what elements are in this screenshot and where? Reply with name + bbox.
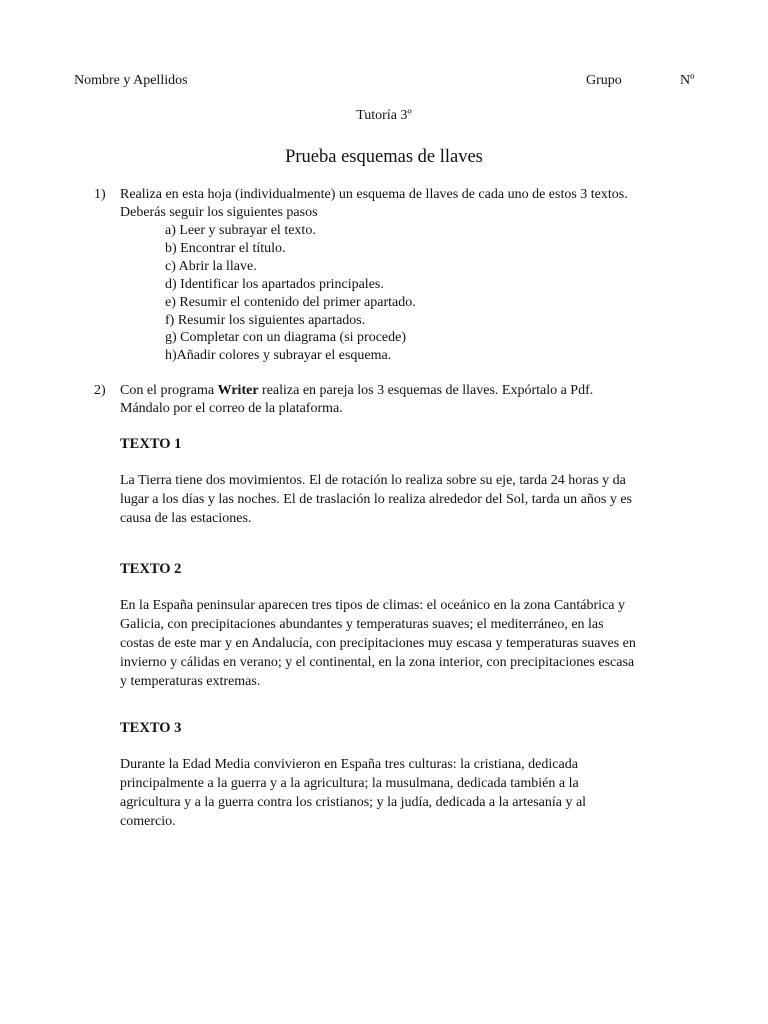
texto-2-paragraph [120,596,700,691]
item-text [120,186,694,222]
texto-2-heading: TEXTO 2 [120,561,182,577]
paragraph-line: causa de las estaciones. [120,511,252,526]
header-row [74,73,696,91]
step-item: b) Encontrar el título. [165,240,286,256]
texto-3-heading: TEXTO 3 [120,720,182,736]
step-item: c) Abrir la llave. [165,258,257,274]
step-item: f) Resumir los siguientes apartados. [165,312,366,328]
texto-3-paragraph [120,755,700,831]
steps-list [165,222,416,365]
step-item: h)Añadir colores y subrayar el esquema. [165,348,392,364]
tutoria-label: Tutoría 3º [356,108,412,123]
writer-bold: Writer [217,383,259,398]
paragraph-line: agricultura y a la guerra contra los cristianos; y la judía, dedicada a la artesanía y al [120,795,587,810]
item-line: Deberás seguir los siguientes pasos [120,205,318,220]
paragraph-line: costas de este mar y en Andalucía, con precipitaciones muy escasa y temperaturas suaves en [120,636,636,651]
group-label: Grupo [586,73,622,88]
number-label: Nº [680,73,695,88]
step-item: a) Leer y subrayar el texto. [165,223,316,238]
item-number: 1) [94,187,106,202]
item-line [120,382,694,400]
texto-1-heading: TEXTO 1 [120,436,182,452]
paragraph-line: comercio. [120,814,176,829]
paragraph-line: lugar a los días y las noches. El de traslación lo realiza alrededor del Sol, tarda un años y es [120,492,632,507]
paragraph-line: y temperaturas extremas. [120,674,261,689]
paragraph-line: Durante la Edad Media convivieron en España tres culturas: la cristiana, dedicada [120,757,578,772]
paragraph-line: La Tierra tiene dos movimientos. El de rotación lo realiza sobre su eje, tarda 24 horas y da [120,473,626,488]
item-line: Realiza en esta hoja (individualmente) un esquema de llaves de cada uno de estos 3 textos. [120,187,628,202]
item-prefix: Con el programa [120,383,218,398]
item-number: 2) [94,383,106,398]
paragraph-line: invierno y cálidas en verano; y el continental, en la zona interior, con precipitaciones escasa [120,655,635,670]
page-title: Prueba esquemas de llaves [285,147,483,167]
paragraph-line: En la España peninsular aparecen tres tipos de climas: el oceánico en la zona Cantábrica y [120,598,625,613]
item-suffix: realiza en pareja los 3 esquemas de llaves. Expórtalo a Pdf. [258,383,594,398]
paragraph-line: Galicia, con precipitaciones abundantes y temperaturas suaves; el mediterráneo, en las [120,617,604,632]
step-item: d) Identificar los apartados principales. [165,276,384,292]
texto-1-paragraph [120,471,700,528]
step-item: g) Completar con un diagrama (si procede) [165,330,407,346]
item-text [120,382,694,418]
step-item: e) Resumir el contenido del primer apartado. [165,294,416,310]
paragraph-line: principalmente a la guerra y a la agricultura; la musulmana, dedicada también a la [120,776,579,791]
item-line: Mándalo por el correo de la plataforma. [120,401,343,416]
name-label: Nombre y Apellidos [74,73,188,88]
